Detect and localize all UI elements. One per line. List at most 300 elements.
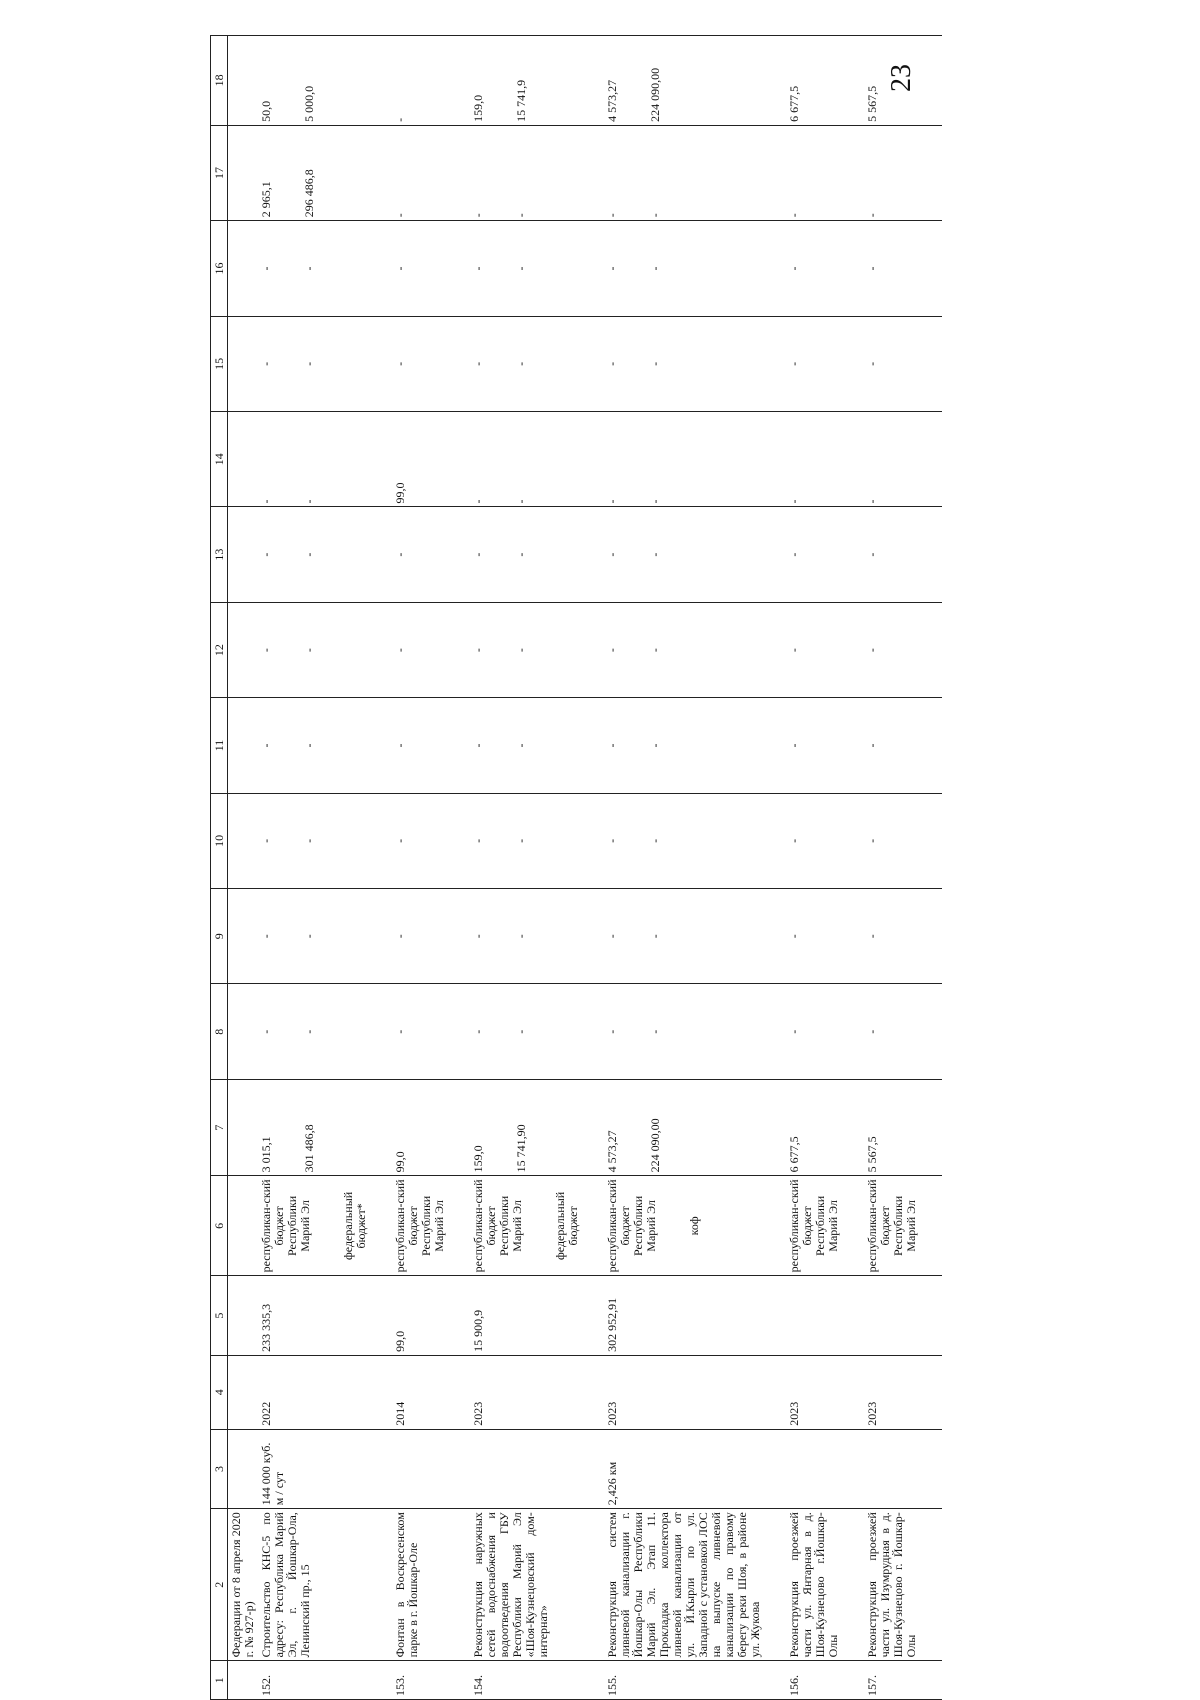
- row-number: 157.: [864, 1661, 920, 1700]
- value-cell-col-8: [864, 984, 920, 1079]
- funding-source-cell: [258, 1176, 370, 1276]
- amount-value: -: [393, 266, 407, 271]
- value-cell-col-7: [786, 1079, 842, 1176]
- object-name: Реконструкция систем ливневой канализации г. Йошкар-Олы Республики Марий Эл. Этап 11. Прокладка коллектора ливневой канализации от ул. Й.Кырли по ул. Западной с установкой ЛОС на выпуске ливневой канализации по правому берегу реки Шоя, в районе ул. Жукова: [604, 1509, 764, 1661]
- amount-value: -: [865, 743, 879, 748]
- amount-value: -: [471, 552, 485, 557]
- amount-value: 159,0: [471, 94, 485, 122]
- amount-value: -: [393, 743, 407, 748]
- value-cell-col-7: [604, 1079, 764, 1176]
- amount-value: -: [865, 499, 879, 504]
- column-header-18: 18: [211, 36, 228, 126]
- value-cell-col-18: [258, 36, 370, 126]
- amount-value: 159,0: [471, 1145, 485, 1173]
- spacer: [485, 510, 515, 598]
- amount-value: -: [787, 499, 801, 504]
- spacer: [485, 39, 515, 122]
- spacer: [273, 224, 303, 312]
- amount-value: -: [514, 266, 528, 271]
- spacer: [273, 129, 303, 217]
- amount-value: -: [605, 648, 619, 653]
- value-cell-col-13: [604, 507, 764, 602]
- spacer: [485, 224, 515, 312]
- column-header-7: 7: [211, 1079, 228, 1176]
- amount-value: -: [259, 361, 273, 366]
- amount-value: -: [471, 838, 485, 843]
- row-spacer: [764, 36, 786, 1700]
- amount-value: 15 741,9: [514, 79, 528, 122]
- amount-value: -: [648, 361, 662, 366]
- estimated-cost: [786, 1276, 842, 1356]
- value-cell-col-12: [392, 602, 448, 697]
- header-row: [211, 36, 228, 1700]
- amount-value: -: [787, 266, 801, 271]
- row-number: 156.: [786, 1661, 842, 1700]
- column-header-17: 17: [211, 125, 228, 220]
- amount-value: -: [471, 648, 485, 653]
- amount-value: -: [259, 499, 273, 504]
- value-cell-col-11: [864, 698, 920, 793]
- object-name: Строительство КНС-5 по адресу: Республика Марий Эл, г. Йошкар-Ола, Ленинский пр., 15: [258, 1509, 370, 1661]
- amount-value: -: [471, 213, 485, 218]
- amount-value: -: [787, 552, 801, 557]
- value-cell-col-16: [392, 221, 448, 316]
- column-header-16: 16: [211, 221, 228, 316]
- column-header-10: 10: [211, 793, 228, 888]
- amount-value: -: [787, 648, 801, 653]
- spacer: [273, 606, 303, 694]
- spacer: [485, 1083, 515, 1173]
- funding-source: федеральный бюджет*: [341, 1191, 368, 1260]
- year: 2023: [470, 1355, 582, 1429]
- spacer: [273, 797, 303, 885]
- amount-value: 50,0: [259, 100, 273, 122]
- amount-value: -: [514, 361, 528, 366]
- funding-source: коф: [687, 1216, 701, 1236]
- column-header-13: 13: [211, 507, 228, 602]
- value-cell-col-14: [864, 412, 920, 507]
- amount-value: 99,0: [393, 1151, 407, 1173]
- amount-value: -: [514, 552, 528, 557]
- object-name: Фонтан в Воскресенском парке в г. Йошкар-Оле: [392, 1509, 448, 1661]
- funding-source-cell: [604, 1176, 764, 1276]
- row-number: 152.: [258, 1661, 370, 1700]
- amount-value: -: [471, 934, 485, 939]
- amount-value: -: [514, 213, 528, 218]
- value-cell-col-15: [470, 316, 582, 411]
- amount-value: 3 015,1: [259, 1136, 273, 1173]
- amount-value: -: [605, 361, 619, 366]
- column-header-15: 15: [211, 316, 228, 411]
- amount-value: 15 741,90: [514, 1124, 528, 1173]
- value-cell-col-12: [258, 602, 370, 697]
- value-cell-col-16: [786, 221, 842, 316]
- rotated-table-container: [210, 35, 1027, 1700]
- amount-value: -: [605, 838, 619, 843]
- amount-value: -: [471, 361, 485, 366]
- amount-value: -: [259, 266, 273, 271]
- row-spacer: [370, 36, 392, 1700]
- spacer: [273, 320, 303, 408]
- table-body: [228, 36, 943, 1700]
- amount-value: -: [259, 552, 273, 557]
- spacer: [619, 892, 649, 980]
- value-cell-col-14: [786, 412, 842, 507]
- amount-value: 224 090,00: [648, 67, 662, 122]
- value-cell-col-11: [392, 698, 448, 793]
- amount-value: -: [648, 552, 662, 557]
- value-cell-col-16: [604, 221, 764, 316]
- amount-value: -: [514, 499, 528, 504]
- value-cell-col-18: [604, 36, 764, 126]
- year: 2022: [258, 1355, 370, 1429]
- value-cell-col-18: [786, 36, 842, 126]
- capacity: [470, 1429, 582, 1509]
- value-cell-col-11: [604, 698, 764, 793]
- table-row: [258, 36, 370, 1700]
- value-cell-col-9: [604, 889, 764, 984]
- spacer: [485, 892, 515, 980]
- value-cell-col-16: [864, 221, 920, 316]
- value-cell-col-10: [470, 793, 582, 888]
- spacer: [619, 701, 649, 789]
- year: 2014: [392, 1355, 448, 1429]
- amount-value: -: [605, 552, 619, 557]
- amount-value: -: [471, 1029, 485, 1034]
- value-cell-col-7: [392, 1079, 448, 1176]
- capacity: [864, 1429, 920, 1509]
- spacer: [485, 320, 515, 408]
- funding-source: республикан-ский бюджет Республики Марий Эл: [787, 1179, 840, 1273]
- amount-value: -: [393, 361, 407, 366]
- amount-value: 99,0: [393, 482, 407, 504]
- column-header-5: 5: [211, 1276, 228, 1356]
- funding-source-cell: [864, 1176, 920, 1276]
- amount-value: 5 567,5: [865, 1136, 879, 1173]
- value-cell-col-13: [864, 507, 920, 602]
- amount-value: -: [787, 838, 801, 843]
- value-cell-col-10: [786, 793, 842, 888]
- value-cell-col-11: [470, 698, 582, 793]
- amount-value: -: [787, 1029, 801, 1034]
- amount-value: -: [302, 743, 316, 748]
- amount-value: 2 965,1: [259, 181, 273, 218]
- spacer: [619, 39, 649, 122]
- amount-value: -: [393, 117, 407, 122]
- year: 2023: [786, 1355, 842, 1429]
- value-cell-col-12: [470, 602, 582, 697]
- amount-value: -: [514, 648, 528, 653]
- spacer: [485, 987, 515, 1075]
- spacer: [273, 415, 303, 503]
- value-cell-col-14: [392, 412, 448, 507]
- value-cell-col-15: [392, 316, 448, 411]
- amount-value: -: [302, 361, 316, 366]
- amount-value: -: [302, 648, 316, 653]
- value-cell-col-7: [258, 1079, 370, 1176]
- object-name: Реконструкция проезжей части ул. Янтарная в д. Шоя-Кузнецово г.Йошкар-Олы: [786, 1509, 842, 1661]
- value-cell-col-8: [470, 984, 582, 1079]
- amount-value: -: [787, 934, 801, 939]
- spacer: [273, 1083, 303, 1173]
- spacer: [619, 224, 649, 312]
- amount-value: -: [787, 213, 801, 218]
- capacity: [786, 1429, 842, 1509]
- funding-source-cell: [392, 1176, 448, 1276]
- amount-value: -: [648, 838, 662, 843]
- spacer: [273, 701, 303, 789]
- value-cell-col-12: [604, 602, 764, 697]
- amount-value: -: [865, 838, 879, 843]
- capacity: 2,426 км: [604, 1429, 764, 1509]
- value-cell-col-17: [604, 125, 764, 220]
- amount-value: -: [514, 1029, 528, 1034]
- value-cell-col-14: [604, 412, 764, 507]
- object-name: Реконструкция проезжей части ул. Изумрудная в д. Шоя-Кузнецово г. Йошкар-Олы: [864, 1509, 920, 1661]
- amount-value: -: [393, 838, 407, 843]
- value-cell-col-7: [864, 1079, 920, 1176]
- continuation-row: [228, 36, 259, 1700]
- amount-value: -: [865, 1029, 879, 1034]
- spacer: [619, 797, 649, 885]
- amount-value: -: [605, 934, 619, 939]
- amount-value: 5 000,0: [302, 85, 316, 122]
- column-header-3: 3: [211, 1429, 228, 1509]
- spacer: [273, 987, 303, 1075]
- amount-value: -: [302, 499, 316, 504]
- value-cell-col-13: [470, 507, 582, 602]
- amount-value: 301 486,8: [302, 1124, 316, 1173]
- funding-source-cell: [470, 1176, 582, 1276]
- capacity: 144 000 куб. м / сут: [258, 1429, 370, 1509]
- value-cell-col-17: [470, 125, 582, 220]
- amount-value: -: [393, 552, 407, 557]
- amount-value: -: [393, 213, 407, 218]
- value-cell-col-8: [392, 984, 448, 1079]
- amount-value: -: [865, 266, 879, 271]
- spacer: [485, 606, 515, 694]
- amount-value: -: [471, 266, 485, 271]
- value-cell-col-12: [786, 602, 842, 697]
- amount-value: -: [648, 934, 662, 939]
- amount-value: -: [605, 499, 619, 504]
- amount-value: -: [302, 266, 316, 271]
- value-cell-col-9: [470, 889, 582, 984]
- funding-source: республикан-ский бюджет Республики Марий Эл: [471, 1179, 524, 1273]
- value-cell-col-16: [258, 221, 370, 316]
- spacer: [273, 39, 303, 122]
- spacer: [619, 415, 649, 503]
- amount-value: -: [648, 266, 662, 271]
- table-row: [604, 36, 764, 1700]
- value-cell-col-10: [392, 793, 448, 888]
- value-cell-col-18: [470, 36, 582, 126]
- value-cell-col-17: [786, 125, 842, 220]
- estimated-cost: 302 952,91: [604, 1276, 764, 1356]
- amount-value: -: [393, 648, 407, 653]
- amount-value: -: [471, 743, 485, 748]
- funding-source: республикан-ский бюджет Республики Марий Эл: [865, 1179, 918, 1273]
- amount-value: 6 677,5: [787, 1136, 801, 1173]
- spacer: [273, 510, 303, 598]
- spacer: [273, 892, 303, 980]
- amount-value: -: [648, 213, 662, 218]
- row-spacer: [920, 36, 942, 1700]
- column-header-2: 2: [211, 1509, 228, 1661]
- value-cell-col-10: [258, 793, 370, 888]
- funding-source: республикан-ский бюджет Республики Марий Эл: [393, 1179, 446, 1273]
- amount-value: 6 677,5: [787, 85, 801, 122]
- spacer: [619, 606, 649, 694]
- column-header-1: 1: [211, 1661, 228, 1700]
- amount-value: -: [865, 361, 879, 366]
- table-row: [786, 36, 842, 1700]
- amount-value: -: [259, 648, 273, 653]
- page-number: 23: [886, 64, 917, 92]
- table-row: [392, 36, 448, 1700]
- amount-value: -: [787, 743, 801, 748]
- value-cell-col-18: [864, 36, 920, 126]
- amount-value: -: [259, 743, 273, 748]
- amount-value: -: [302, 552, 316, 557]
- spacer: [485, 129, 515, 217]
- spacer: [619, 510, 649, 598]
- value-cell-col-8: [786, 984, 842, 1079]
- amount-value: -: [605, 213, 619, 218]
- column-header-6: 6: [211, 1176, 228, 1276]
- value-cell-col-13: [392, 507, 448, 602]
- value-cell-col-9: [864, 889, 920, 984]
- amount-value: 224 090,00: [648, 1118, 662, 1173]
- spacer: [524, 1179, 554, 1272]
- value-cell-col-7: [470, 1079, 582, 1176]
- spacer: [485, 797, 515, 885]
- column-header-8: 8: [211, 984, 228, 1079]
- object-name: Реконструкция наружных сетей водоснабжения и водоотведения ГБУ Республики Марий Эл «Шоя-Кузнецовский дом-интернат»: [470, 1509, 582, 1661]
- table-row: [864, 36, 920, 1700]
- funding-source: федеральный бюджет: [553, 1191, 580, 1260]
- amount-value: -: [648, 743, 662, 748]
- spacer: [619, 987, 649, 1075]
- amount-value: -: [393, 1029, 407, 1034]
- amount-value: -: [605, 1029, 619, 1034]
- column-header-12: 12: [211, 602, 228, 697]
- column-header-4: 4: [211, 1355, 228, 1429]
- amount-value: -: [865, 213, 879, 218]
- amount-value: -: [648, 1029, 662, 1034]
- amount-value: 296 486,8: [302, 169, 316, 218]
- spacer: [658, 1179, 688, 1272]
- amount-value: -: [605, 266, 619, 271]
- value-cell-col-18: [392, 36, 448, 126]
- row-spacer: [582, 36, 604, 1700]
- value-cell-col-13: [258, 507, 370, 602]
- value-cell-col-17: [864, 125, 920, 220]
- spacer: [485, 701, 515, 789]
- amount-value: -: [259, 934, 273, 939]
- estimated-cost: 99,0: [392, 1276, 448, 1356]
- spacer: [619, 320, 649, 408]
- column-header-11: 11: [211, 698, 228, 793]
- year: 2023: [864, 1355, 920, 1429]
- amount-value: -: [393, 934, 407, 939]
- funding-source-cell: [786, 1176, 842, 1276]
- value-cell-col-15: [258, 316, 370, 411]
- spacer: [312, 1179, 342, 1272]
- amount-value: -: [648, 499, 662, 504]
- value-cell-col-8: [604, 984, 764, 1079]
- spacer: [619, 1083, 649, 1173]
- amount-value: -: [302, 838, 316, 843]
- value-cell-col-9: [786, 889, 842, 984]
- row-number: 154.: [470, 1661, 582, 1700]
- row-number: 155.: [604, 1661, 764, 1700]
- amount-value: -: [865, 934, 879, 939]
- amount-value: -: [865, 552, 879, 557]
- value-cell-col-15: [604, 316, 764, 411]
- amount-value: -: [787, 361, 801, 366]
- estimated-cost: [864, 1276, 920, 1356]
- table-row: [470, 36, 582, 1700]
- row-spacer: [842, 36, 864, 1700]
- estimated-cost: 15 900,9: [470, 1276, 582, 1356]
- amount-value: 4 573,27: [605, 79, 619, 122]
- investment-table: [210, 35, 942, 1700]
- year: 2023: [604, 1355, 764, 1429]
- spacer: [619, 129, 649, 217]
- value-cell-col-10: [604, 793, 764, 888]
- funding-source: республикан-ский бюджет Республики Марий Эл: [259, 1179, 312, 1273]
- capacity: [392, 1429, 448, 1509]
- column-header-14: 14: [211, 412, 228, 507]
- amount-value: -: [471, 499, 485, 504]
- amount-value: 4 573,27: [605, 1130, 619, 1173]
- value-cell-col-9: [392, 889, 448, 984]
- value-cell-col-15: [786, 316, 842, 411]
- amount-value: -: [605, 743, 619, 748]
- value-cell-col-10: [864, 793, 920, 888]
- amount-value: -: [514, 743, 528, 748]
- value-cell-col-13: [786, 507, 842, 602]
- amount-value: -: [259, 838, 273, 843]
- amount-value: -: [259, 1029, 273, 1034]
- value-cell-col-12: [864, 602, 920, 697]
- row-number: 153.: [392, 1661, 448, 1700]
- amount-value: -: [648, 648, 662, 653]
- amount-value: -: [514, 838, 528, 843]
- column-header-9: 9: [211, 889, 228, 984]
- value-cell-col-8: [258, 984, 370, 1079]
- value-cell-col-11: [258, 698, 370, 793]
- estimated-cost: 233 335,3: [258, 1276, 370, 1356]
- value-cell-col-15: [864, 316, 920, 411]
- amount-value: -: [514, 934, 528, 939]
- continuation-name: Федерации от 8 апреля 2020 г. № 927-р): [228, 1509, 259, 1661]
- value-cell-col-16: [470, 221, 582, 316]
- amount-value: 5 567,5: [865, 85, 879, 122]
- value-cell-col-14: [258, 412, 370, 507]
- amount-value: -: [865, 648, 879, 653]
- value-cell-col-14: [470, 412, 582, 507]
- funding-source: республикан-ский бюджет Республики Марий Эл: [605, 1179, 658, 1273]
- value-cell-col-9: [258, 889, 370, 984]
- value-cell-col-11: [786, 698, 842, 793]
- amount-value: -: [302, 934, 316, 939]
- row-spacer: [448, 36, 470, 1700]
- spacer: [485, 415, 515, 503]
- amount-value: -: [302, 1029, 316, 1034]
- value-cell-col-17: [392, 125, 448, 220]
